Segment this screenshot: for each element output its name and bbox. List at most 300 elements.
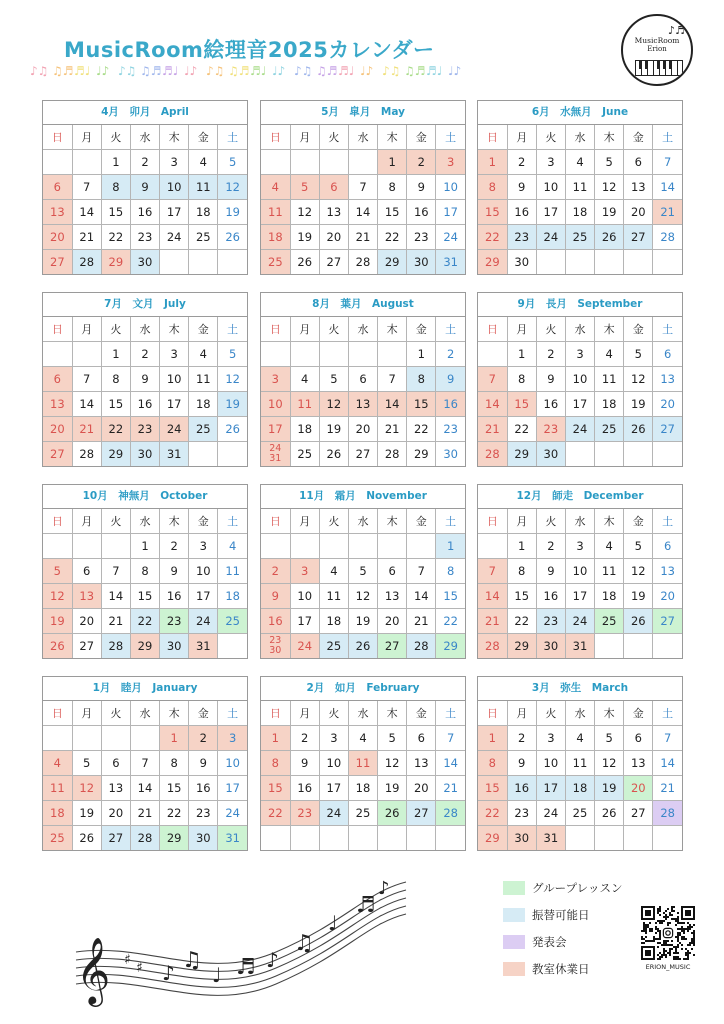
day-cell: 11 xyxy=(595,367,624,392)
day-cell: 2 xyxy=(130,342,159,367)
weekday-label: 金 xyxy=(189,701,218,726)
day-cell: 15 xyxy=(478,200,507,225)
day-cell: 16 xyxy=(160,584,189,609)
day-cell: 29 xyxy=(378,250,407,275)
weekday-label: 月 xyxy=(290,317,319,342)
day-cell: 18 xyxy=(218,584,247,609)
empty-day-cell xyxy=(72,534,101,559)
weekday-label: 月 xyxy=(507,317,536,342)
note-icon: ♬♩ xyxy=(250,64,267,78)
day-cell: 23 xyxy=(407,225,436,250)
day-cell: 5 xyxy=(319,367,348,392)
day-cell: 16 xyxy=(130,392,159,417)
day-cell: 5 xyxy=(218,150,247,175)
day-cell: 14 xyxy=(72,200,101,225)
weekday-label: 木 xyxy=(160,125,189,150)
empty-day-cell xyxy=(72,726,101,751)
note-icon: ♪♫ xyxy=(206,64,225,78)
day-cell: 25 xyxy=(290,442,319,467)
day-cell: 15 xyxy=(130,584,159,609)
day-cell: 1 xyxy=(478,150,507,175)
day-cell: 10 xyxy=(565,367,594,392)
day-cell: 19 xyxy=(595,200,624,225)
empty-day-cell xyxy=(348,150,377,175)
day-cell: 18 xyxy=(348,776,377,801)
month-header: 8月 葉月 August xyxy=(261,293,465,317)
day-cell: 15 xyxy=(101,200,130,225)
day-cell: 13 xyxy=(653,559,682,584)
day-cell: 10 xyxy=(160,175,189,200)
day-cell: 25 xyxy=(565,225,594,250)
day-cell: 5 xyxy=(595,726,624,751)
day-cell: 4 xyxy=(43,751,72,776)
day-cell: 8 xyxy=(436,559,465,584)
day-cell: 21 xyxy=(378,417,407,442)
day-cell: 19 xyxy=(43,609,72,634)
day-cell: 21 xyxy=(101,609,130,634)
weekday-label: 金 xyxy=(189,317,218,342)
legend-swatch xyxy=(503,935,525,949)
empty-day-cell xyxy=(348,534,377,559)
day-cell: 30 xyxy=(189,826,218,851)
day-cell: 30 xyxy=(130,442,159,467)
day-cell: 28 xyxy=(72,250,101,275)
day-cell: 5 xyxy=(218,342,247,367)
day-cell: 8 xyxy=(101,175,130,200)
day-cell: 31 xyxy=(565,634,594,659)
day-cell: 5 xyxy=(595,150,624,175)
day-cell: 6 xyxy=(348,367,377,392)
day-cell: 22 xyxy=(478,801,507,826)
empty-day-cell xyxy=(378,534,407,559)
day-cell: 4 xyxy=(189,150,218,175)
day-cell: 28 xyxy=(478,442,507,467)
day-cell: 7 xyxy=(478,559,507,584)
day-cell: 7 xyxy=(130,751,159,776)
day-cell: 6 xyxy=(653,534,682,559)
day-cell: 1 xyxy=(407,342,436,367)
day-cell: 10 xyxy=(261,392,290,417)
svg-text:♪: ♪ xyxy=(266,948,279,972)
empty-day-cell xyxy=(290,342,319,367)
day-cell: 13 xyxy=(348,392,377,417)
empty-day-cell xyxy=(189,442,218,467)
day-cell: 25 xyxy=(595,417,624,442)
day-cell: 30 xyxy=(160,634,189,659)
weekday-label: 木 xyxy=(595,701,624,726)
weekday-label: 月 xyxy=(72,125,101,150)
day-cell: 10 xyxy=(160,367,189,392)
day-cell: 28 xyxy=(348,250,377,275)
day-cell: 26 xyxy=(348,634,377,659)
day-cell: 24 xyxy=(565,417,594,442)
day-cell: 15 xyxy=(160,776,189,801)
qr-code-icon[interactable] xyxy=(641,906,695,960)
day-cell: 7 xyxy=(478,367,507,392)
day-cell: 29 xyxy=(407,442,436,467)
empty-day-cell xyxy=(101,534,130,559)
month-header: 1月 睦月 January xyxy=(43,677,247,701)
day-cell: 20 xyxy=(407,776,436,801)
note-icon: ♫♬ xyxy=(52,64,74,78)
month-calendar xyxy=(260,292,466,467)
weekday-label: 日 xyxy=(43,509,72,534)
day-cell: 11 xyxy=(565,175,594,200)
music-staff-icon xyxy=(66,872,416,1022)
day-cell: 20 xyxy=(319,225,348,250)
day-cell: 21 xyxy=(653,776,682,801)
weekday-label: 土 xyxy=(653,701,682,726)
day-cell: 1 xyxy=(378,150,407,175)
day-cell: 27 xyxy=(101,826,130,851)
qr-caption: ERION_MUSIC xyxy=(645,963,691,971)
weekday-label: 土 xyxy=(218,509,247,534)
day-cell: 12 xyxy=(319,392,348,417)
day-cell: 26 xyxy=(624,609,653,634)
weekday-label: 日 xyxy=(478,125,507,150)
day-cell: 31 xyxy=(218,826,247,851)
day-cell: 26 xyxy=(218,225,247,250)
day-cell: 24 xyxy=(536,225,565,250)
day-cell: 25 xyxy=(595,609,624,634)
day-cell: 16 xyxy=(507,200,536,225)
day-cell: 23 xyxy=(130,225,159,250)
day-cell: 9 xyxy=(436,367,465,392)
day-cell: 5 xyxy=(290,175,319,200)
day-cell: 10 xyxy=(536,175,565,200)
weekday-label: 水 xyxy=(130,125,159,150)
weekday-label: 月 xyxy=(507,125,536,150)
weekday-label: 木 xyxy=(160,317,189,342)
note-icon: ♬♩ xyxy=(74,64,91,78)
day-cell: 2 xyxy=(130,150,159,175)
month-header: 4月 卯月 April xyxy=(43,101,247,125)
weekday-label: 日 xyxy=(261,701,290,726)
day-cell: 1 xyxy=(101,342,130,367)
day-cell: 14 xyxy=(378,392,407,417)
legend-swatch xyxy=(503,908,525,922)
month-header: 7月 文月 July xyxy=(43,293,247,317)
weekday-label: 金 xyxy=(407,125,436,150)
day-cell: 17 xyxy=(290,609,319,634)
weekday-label: 日 xyxy=(43,701,72,726)
day-cell: 2 xyxy=(436,342,465,367)
day-cell: 2 xyxy=(507,726,536,751)
empty-day-cell xyxy=(653,442,682,467)
day-cell: 13 xyxy=(378,584,407,609)
day-cell: 8 xyxy=(407,367,436,392)
day-cell: 7 xyxy=(72,175,101,200)
day-cell: 18 xyxy=(43,801,72,826)
day-cell: 13 xyxy=(407,751,436,776)
note-icon: ♩♪ xyxy=(272,64,286,78)
day-cell: 28 xyxy=(378,442,407,467)
day-cell: 6 xyxy=(407,726,436,751)
svg-text:♪: ♪ xyxy=(378,878,390,899)
day-cell: 18 xyxy=(290,417,319,442)
day-cell: 19 xyxy=(72,801,101,826)
empty-day-cell xyxy=(72,342,101,367)
empty-day-cell xyxy=(261,342,290,367)
day-cell: 23 xyxy=(507,225,536,250)
month-calendar xyxy=(477,292,683,467)
day-cell: 28 xyxy=(653,225,682,250)
note-icon: ♫♬ xyxy=(228,64,250,78)
day-cell: 10 xyxy=(319,751,348,776)
day-cell: 21 xyxy=(653,200,682,225)
weekday-label: 日 xyxy=(478,509,507,534)
day-cell: 11 xyxy=(43,776,72,801)
day-cell: 31 xyxy=(160,442,189,467)
month-calendar xyxy=(477,484,683,659)
day-cell: 10 xyxy=(565,559,594,584)
day-cell: 29 xyxy=(130,634,159,659)
day-cell: 19 xyxy=(378,776,407,801)
day-cell: 21 xyxy=(348,225,377,250)
day-cell: 17 xyxy=(189,584,218,609)
empty-day-cell xyxy=(319,826,348,851)
day-cell: 28 xyxy=(478,634,507,659)
day-cell: 10 xyxy=(436,175,465,200)
day-cell: 7 xyxy=(348,175,377,200)
day-cell: 4 xyxy=(348,726,377,751)
day-cell: 27 xyxy=(43,442,72,467)
weekday-label: 土 xyxy=(436,317,465,342)
day-cell: 17 xyxy=(536,776,565,801)
day-cell: 10 xyxy=(290,584,319,609)
day-cell: 18 xyxy=(595,392,624,417)
day-cell: 18 xyxy=(565,200,594,225)
empty-day-cell xyxy=(218,250,247,275)
day-cell: 14 xyxy=(348,200,377,225)
day-cell: 18 xyxy=(189,200,218,225)
empty-day-cell xyxy=(565,442,594,467)
day-cell: 5 xyxy=(43,559,72,584)
day-cell: 21 xyxy=(436,776,465,801)
day-cell: 13 xyxy=(43,200,72,225)
weekday-label: 火 xyxy=(319,701,348,726)
day-cell: 11 xyxy=(218,559,247,584)
day-cell: 27 xyxy=(378,634,407,659)
weekday-label: 金 xyxy=(407,701,436,726)
day-cell: 3 xyxy=(436,150,465,175)
day-cell: 8 xyxy=(130,559,159,584)
day-cell: 11 xyxy=(189,175,218,200)
day-cell: 5 xyxy=(348,559,377,584)
day-cell: 22 xyxy=(101,225,130,250)
day-cell: 26 xyxy=(378,801,407,826)
day-cell: 2 xyxy=(160,534,189,559)
weekday-label: 水 xyxy=(130,317,159,342)
weekday-label: 日 xyxy=(261,125,290,150)
day-cell: 22 xyxy=(436,609,465,634)
weekday-label: 水 xyxy=(348,509,377,534)
day-cell: 8 xyxy=(261,751,290,776)
day-cell: 31 xyxy=(436,250,465,275)
empty-day-cell xyxy=(218,442,247,467)
empty-day-cell xyxy=(261,534,290,559)
note-icon: ♪♫ xyxy=(294,64,313,78)
empty-day-cell xyxy=(43,342,72,367)
day-cell: 8 xyxy=(507,559,536,584)
day-cell: 2 xyxy=(290,726,319,751)
note-icon: ♬♩ xyxy=(426,64,443,78)
svg-text:♫: ♫ xyxy=(294,931,314,956)
day-cell: 9 xyxy=(261,584,290,609)
day-cell: 29 xyxy=(436,634,465,659)
day-cell: 2 xyxy=(507,150,536,175)
month-calendar xyxy=(42,484,248,659)
empty-day-cell xyxy=(565,826,594,851)
day-cell: 6 xyxy=(624,726,653,751)
day-cell: 30 xyxy=(407,250,436,275)
weekday-label: 火 xyxy=(319,509,348,534)
day-cell: 31 xyxy=(536,826,565,851)
weekday-label: 木 xyxy=(378,701,407,726)
month-calendar xyxy=(42,100,248,275)
svg-text:♩: ♩ xyxy=(212,963,222,987)
day-cell: 19 xyxy=(624,392,653,417)
empty-day-cell xyxy=(478,342,507,367)
weekday-label: 日 xyxy=(43,125,72,150)
legend-label: 教室休業日 xyxy=(532,962,590,976)
day-cell: 29 xyxy=(478,826,507,851)
empty-day-cell xyxy=(407,534,436,559)
day-cell: 4 xyxy=(218,534,247,559)
day-cell: 29 xyxy=(101,250,130,275)
day-cell: 19 xyxy=(348,609,377,634)
day-cell: 26 xyxy=(595,801,624,826)
weekday-label: 水 xyxy=(565,701,594,726)
day-cell: 21 xyxy=(130,801,159,826)
day-cell: 3 xyxy=(536,726,565,751)
day-cell: 24 xyxy=(565,609,594,634)
day-cell: 13 xyxy=(101,776,130,801)
day-cell: 22 xyxy=(407,417,436,442)
weekday-label: 金 xyxy=(407,317,436,342)
empty-day-cell xyxy=(72,150,101,175)
day-cell: 22 xyxy=(101,417,130,442)
month-calendar xyxy=(477,676,683,851)
weekday-label: 月 xyxy=(290,509,319,534)
day-cell: 19 xyxy=(595,776,624,801)
day-cell: 5 xyxy=(624,342,653,367)
day-cell: 21 xyxy=(478,609,507,634)
weekday-label: 火 xyxy=(536,509,565,534)
day-cell: 23 xyxy=(436,417,465,442)
day-cell: 20 xyxy=(624,776,653,801)
day-cell: 12 xyxy=(72,776,101,801)
day-cell: 1 xyxy=(101,150,130,175)
day-cell: 10 xyxy=(536,751,565,776)
weekday-label: 日 xyxy=(261,509,290,534)
day-cell: 6 xyxy=(378,559,407,584)
day-cell: 25 xyxy=(319,634,348,659)
svg-text:♯: ♯ xyxy=(136,960,143,976)
svg-text:♫: ♫ xyxy=(182,948,202,973)
weekday-label: 木 xyxy=(595,317,624,342)
day-cell: 12 xyxy=(290,200,319,225)
day-cell: 4 xyxy=(565,726,594,751)
day-cell: 9 xyxy=(507,175,536,200)
day-cell: 8 xyxy=(478,751,507,776)
note-icon: ♫♬ xyxy=(140,64,162,78)
day-cell: 2 xyxy=(536,534,565,559)
weekday-label: 土 xyxy=(218,701,247,726)
weekday-label: 水 xyxy=(565,317,594,342)
note-icon: ♩♪ xyxy=(184,64,198,78)
weekday-label: 水 xyxy=(130,509,159,534)
day-cell: 13 xyxy=(653,367,682,392)
empty-day-cell xyxy=(43,534,72,559)
weekday-label: 月 xyxy=(507,701,536,726)
weekday-label: 月 xyxy=(290,701,319,726)
legend-item xyxy=(503,907,663,925)
day-cell: 7 xyxy=(653,726,682,751)
day-cell: 28 xyxy=(72,442,101,467)
day-cell: 24 xyxy=(436,225,465,250)
day-cell: 16 xyxy=(290,776,319,801)
day-cell: 23 xyxy=(189,801,218,826)
day-cell: 19 xyxy=(319,417,348,442)
day-cell: 24 xyxy=(290,634,319,659)
day-cell: 19 xyxy=(290,225,319,250)
month-header: 6月 水無月 June xyxy=(478,101,682,125)
day-cell: 11 xyxy=(565,751,594,776)
day-cell: 23 xyxy=(130,417,159,442)
empty-day-cell xyxy=(319,342,348,367)
day-cell: 3 xyxy=(536,150,565,175)
day-cell: 15 xyxy=(507,392,536,417)
month-calendar xyxy=(477,100,683,275)
day-cell: 4 xyxy=(565,150,594,175)
day-cell: 15 xyxy=(478,776,507,801)
day-cell: 28 xyxy=(407,634,436,659)
weekday-label: 火 xyxy=(536,317,565,342)
day-cell: 6 xyxy=(43,175,72,200)
day-cell: 13 xyxy=(43,392,72,417)
day-cell: 27 xyxy=(43,250,72,275)
note-icon: ♬♩ xyxy=(338,64,355,78)
day-cell: 24 xyxy=(160,417,189,442)
day-cell: 7 xyxy=(653,150,682,175)
empty-day-cell xyxy=(436,826,465,851)
weekday-label: 木 xyxy=(378,509,407,534)
day-cell: 23 xyxy=(290,801,319,826)
day-cell: 13 xyxy=(624,175,653,200)
day-cell: 15 xyxy=(378,200,407,225)
month-header: 2月 如月 February xyxy=(261,677,465,701)
day-cell: 15 xyxy=(101,392,130,417)
day-cell: 23 xyxy=(507,801,536,826)
day-cell: 16 xyxy=(536,392,565,417)
day-cell: 14 xyxy=(653,175,682,200)
day-cell: 7 xyxy=(72,367,101,392)
day-cell: 26 xyxy=(624,417,653,442)
day-cell: 14 xyxy=(101,584,130,609)
weekday-label: 木 xyxy=(378,317,407,342)
day-cell: 3 xyxy=(261,367,290,392)
day-cell: 16 xyxy=(261,609,290,634)
day-cell: 6 xyxy=(101,751,130,776)
weekday-label: 日 xyxy=(478,317,507,342)
weekday-label: 土 xyxy=(436,509,465,534)
empty-day-cell xyxy=(565,250,594,275)
day-cell: 8 xyxy=(160,751,189,776)
svg-text:𝄞: 𝄞 xyxy=(76,936,111,1004)
weekday-label: 土 xyxy=(653,317,682,342)
day-cell: 4 xyxy=(595,534,624,559)
